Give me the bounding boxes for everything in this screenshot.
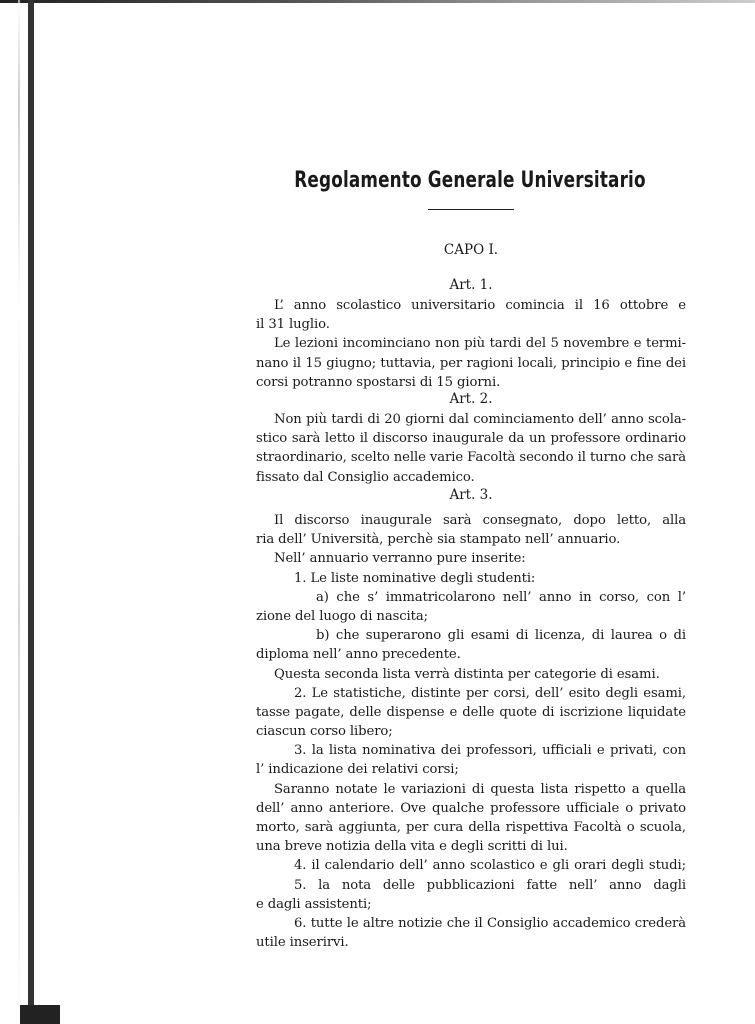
text-line: ria dell’ Università, perchè sia stampato nell’ annuario. [256, 532, 621, 548]
article-3-body [256, 511, 686, 952]
article-3-heading: Art. 3. [449, 487, 493, 503]
text-line: zione del luogo di nascita; [256, 608, 428, 624]
text-line: il 31 luglio. [256, 317, 330, 333]
article-2-heading: Art. 2. [449, 391, 493, 407]
text-line: 5. la nota delle pubblicazioni fatte nell’ anno dagli [294, 877, 686, 893]
text-line: a) che s’ immatricolarono nell’ anno in corso, con l’ [316, 589, 686, 605]
text-line: 6. tutte le altre notizie che il Consiglio accademico crederà [294, 915, 686, 931]
text-line: morto, sarà aggiunta, per cura della rispettiva Facoltà o scuola, [256, 820, 686, 835]
text-line: 2. Le statistiche, distinte per corsi, dell’ esito degli esami, [294, 685, 686, 701]
article-1-body [256, 296, 686, 392]
text-line: e dagli assistenti; [256, 896, 372, 912]
text-line: Saranno notate le variazioni di questa lista rispetto a quella [274, 781, 686, 797]
text-line: 1. Le liste nominative degli studenti: [294, 570, 536, 586]
scan-corner [20, 1005, 60, 1024]
text-line: Non più tardi di 20 giorni dal cominciamento dell’ anno scola- [274, 412, 686, 427]
text-line: Le lezioni incominciano non più tardi del 5 novembre e termi- [274, 336, 686, 352]
text-line: straordinario, scelto nelle varie Facoltà secondo il turno che sarà [256, 450, 686, 466]
scan-left-shadow [18, 0, 20, 1024]
article-1-heading: Art. 1. [449, 277, 493, 293]
text-line: fissato dal Consiglio accademico. [256, 469, 475, 485]
scan-top-edge [0, 0, 755, 3]
text-line: corsi potranno spostarsi di 15 giorni. [256, 374, 501, 390]
article-2-body [256, 410, 686, 487]
text-line: b) che superarono gli esami di licenza, di laurea o di [316, 628, 686, 644]
text-line: stico sarà letto il discorso inaugurale da un professore ordinario [256, 431, 686, 447]
page-title: Regolamento Generale Universitario [294, 168, 646, 193]
text-line: 3. la lista nominativa dei professori, ufficiali e privati, con [294, 743, 686, 759]
title-rule [428, 209, 514, 210]
text-line: Questa seconda lista verrà distinta per categorie di esami. [274, 666, 660, 682]
text-line: ciascun corso libero; [256, 724, 393, 740]
text-line: nano il 15 giugno; tuttavia, per ragioni locali, principio e fine dei [256, 355, 686, 371]
text-line: diploma nell’ anno precedente. [256, 647, 461, 663]
text-line: tasse pagate, delle dispense e delle quote di iscrizione liquidate [256, 704, 686, 720]
text-line: L’ anno scolastico universitario comincia il 16 ottobre e [274, 298, 686, 313]
chapter-heading: CAPO I. [443, 242, 499, 258]
text-line: 4. il calendario dell’ anno scolastico e gli orari degli studi; [294, 858, 686, 874]
text-line: l’ indicazione dei relativi corsi; [256, 762, 459, 778]
scan-left-edge [28, 0, 34, 1024]
text-line: utile inserirvi. [256, 935, 349, 951]
text-line: Il discorso inaugurale sarà consegnato, dopo letto, alla [274, 513, 686, 528]
text-line: dell’ anno anteriore. Ove qualche professore ufficiale o privato [256, 800, 686, 816]
text-line: una breve notizia della vita e degli scritti di lui. [256, 839, 568, 855]
text-line: Nell’ annuario verranno pure inserite: [274, 551, 526, 567]
